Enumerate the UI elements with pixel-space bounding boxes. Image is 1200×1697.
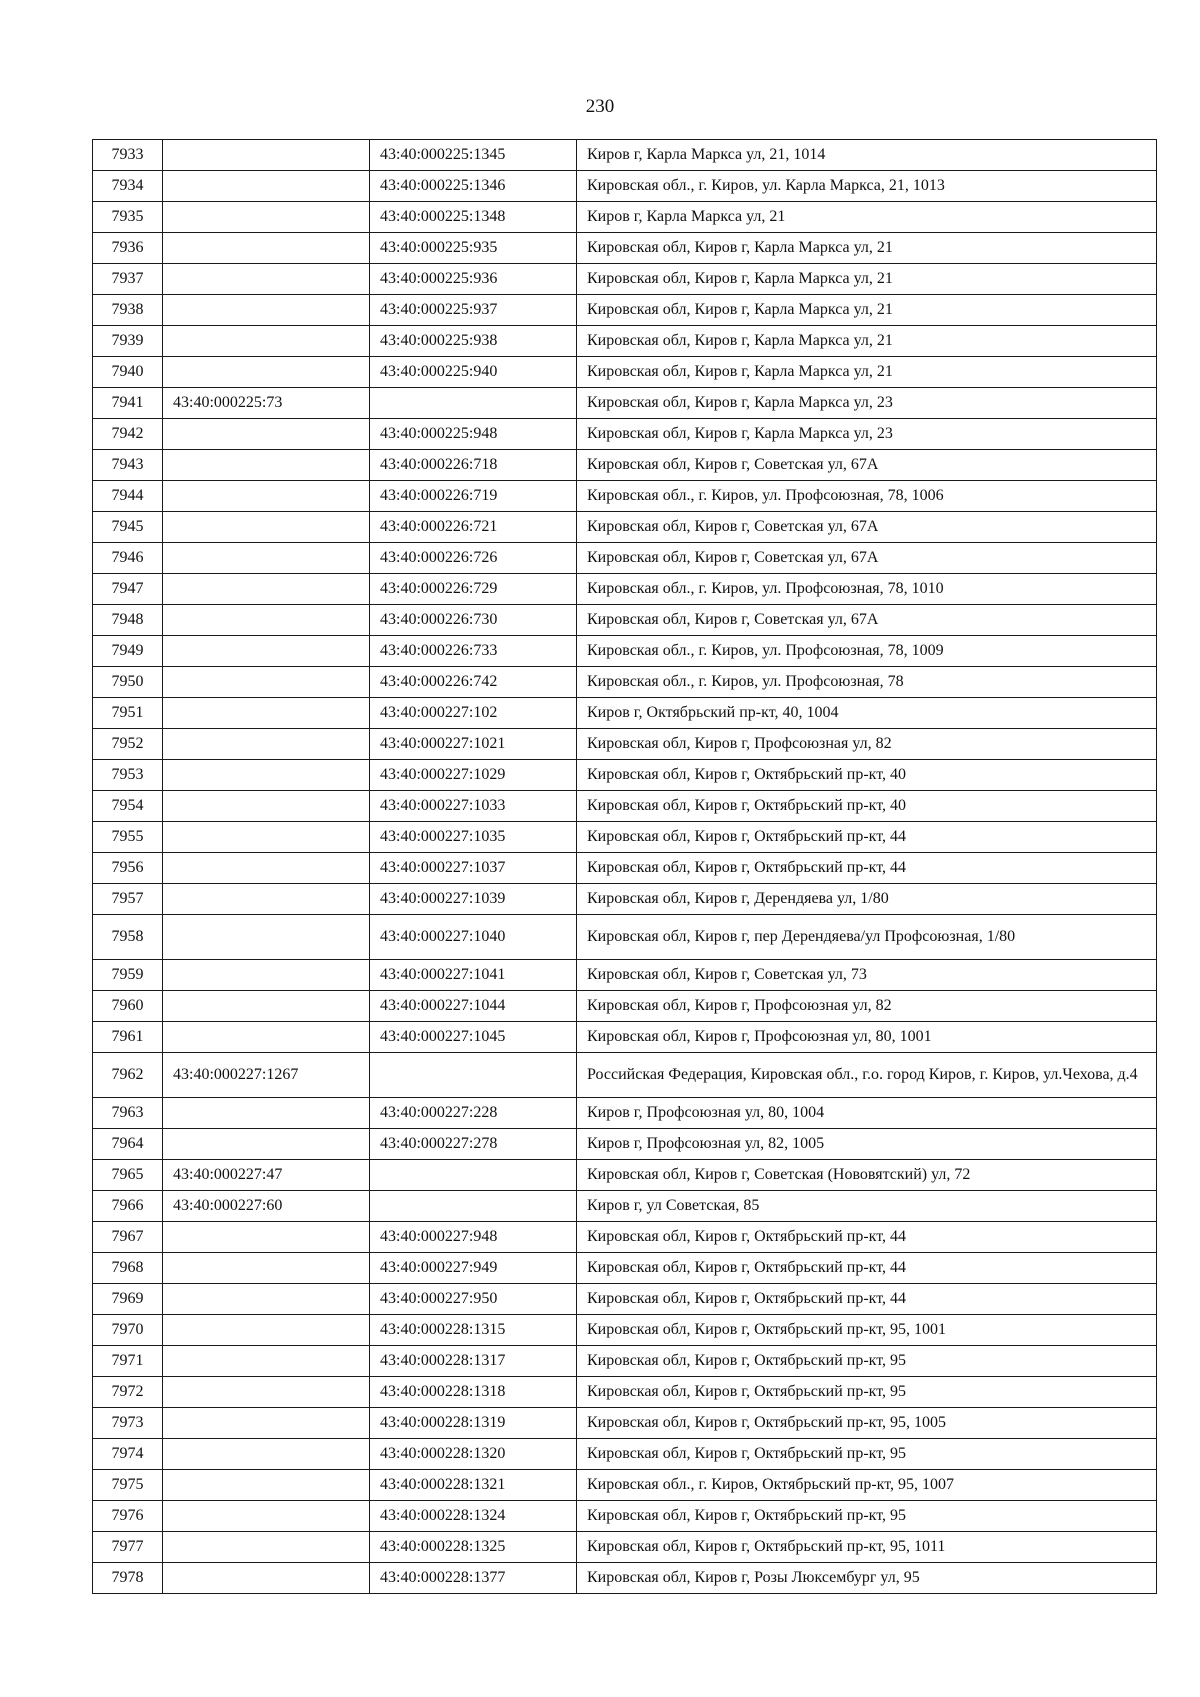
- table-row: [93, 1160, 1157, 1191]
- address-cell: Кировская обл, Киров г, Октябрьский пр-кт, 44: [577, 853, 1157, 884]
- row-number-cell: 7944: [93, 481, 163, 512]
- table-row: [93, 419, 1157, 450]
- table-row: [93, 605, 1157, 636]
- address-cell: Кировская обл, Киров г, Карла Маркса ул, 23: [577, 388, 1157, 419]
- table-row: [93, 1191, 1157, 1222]
- row-number-cell: 7939: [93, 326, 163, 357]
- cadastral-building-cell: 43:40:000228:1321: [370, 1470, 577, 1501]
- address-cell: Кировская обл, Киров г, Дерендяева ул, 1/80: [577, 884, 1157, 915]
- table-row: [93, 853, 1157, 884]
- table-row: [93, 202, 1157, 233]
- table-row: [93, 822, 1157, 853]
- cadastral-parcel-cell: [163, 1439, 370, 1470]
- row-number-cell: 7946: [93, 543, 163, 574]
- row-number-cell: 7964: [93, 1129, 163, 1160]
- cadastral-building-cell: 43:40:000228:1324: [370, 1501, 577, 1532]
- address-cell: Кировская обл, Киров г, Октябрьский пр-кт, 44: [577, 1222, 1157, 1253]
- cadastral-building-cell: 43:40:000225:938: [370, 326, 577, 357]
- cadastral-building-cell: 43:40:000225:937: [370, 295, 577, 326]
- address-cell: Кировская обл, Киров г, Профсоюзная ул, 82: [577, 991, 1157, 1022]
- table-row: [93, 1439, 1157, 1470]
- cadastral-building-cell: 43:40:000225:1345: [370, 140, 577, 171]
- address-cell: Киров г, ул Советская, 85: [577, 1191, 1157, 1222]
- address-cell: Кировская обл, Киров г, Советская ул, 67А: [577, 512, 1157, 543]
- cadastral-building-cell: [370, 388, 577, 419]
- row-number-cell: 7969: [93, 1284, 163, 1315]
- cadastral-building-cell: 43:40:000227:948: [370, 1222, 577, 1253]
- cadastral-building-cell: [370, 1053, 577, 1098]
- cadastral-parcel-cell: [163, 202, 370, 233]
- address-cell: Киров г, Карла Маркса ул, 21, 1014: [577, 140, 1157, 171]
- cadastral-building-cell: 43:40:000225:936: [370, 264, 577, 295]
- address-cell: Кировская обл, Киров г, Карла Маркса ул, 21: [577, 295, 1157, 326]
- address-cell: Кировская обл, Киров г, Советская ул, 73: [577, 960, 1157, 991]
- address-cell: Кировская обл., г. Киров, Октябрьский пр-кт, 95, 1007: [577, 1470, 1157, 1501]
- table-row: [93, 1346, 1157, 1377]
- address-cell: Киров г, Карла Маркса ул, 21: [577, 202, 1157, 233]
- cadastral-parcel-cell: [163, 574, 370, 605]
- row-number-cell: 7961: [93, 1022, 163, 1053]
- table-row: [93, 140, 1157, 171]
- row-number-cell: 7977: [93, 1532, 163, 1563]
- table-row: [93, 357, 1157, 388]
- cadastral-building-cell: 43:40:000227:1041: [370, 960, 577, 991]
- address-cell: Кировская обл, Киров г, Советская ул, 67А: [577, 605, 1157, 636]
- cadastral-building-cell: 43:40:000226:719: [370, 481, 577, 512]
- address-cell: Кировская обл., г. Киров, ул. Профсоюзная, 78, 1006: [577, 481, 1157, 512]
- address-cell: Кировская обл, Киров г, Карла Маркса ул, 21: [577, 326, 1157, 357]
- cadastral-parcel-cell: [163, 1532, 370, 1563]
- table-row: [93, 884, 1157, 915]
- row-number-cell: 7959: [93, 960, 163, 991]
- row-number-cell: 7966: [93, 1191, 163, 1222]
- address-cell: Киров г, Профсоюзная ул, 82, 1005: [577, 1129, 1157, 1160]
- row-number-cell: 7973: [93, 1408, 163, 1439]
- row-number-cell: 7957: [93, 884, 163, 915]
- row-number-cell: 7956: [93, 853, 163, 884]
- cadastral-parcel-cell: [163, 1129, 370, 1160]
- table-row: [93, 171, 1157, 202]
- registry-table-body: [93, 140, 1157, 1594]
- cadastral-parcel-cell: [163, 543, 370, 574]
- cadastral-building-cell: [370, 1160, 577, 1191]
- address-cell: Кировская обл, Киров г, Октябрьский пр-кт, 44: [577, 1284, 1157, 1315]
- cadastral-parcel-cell: [163, 1098, 370, 1129]
- address-cell: Кировская обл, Киров г, Карла Маркса ул, 21: [577, 264, 1157, 295]
- cadastral-parcel-cell: [163, 729, 370, 760]
- row-number-cell: 7948: [93, 605, 163, 636]
- cadastral-parcel-cell: 43:40:000227:1267: [163, 1053, 370, 1098]
- cadastral-building-cell: 43:40:000225:1348: [370, 202, 577, 233]
- address-cell: Кировская обл, Киров г, Карла Маркса ул, 23: [577, 419, 1157, 450]
- table-row: [93, 698, 1157, 729]
- row-number-cell: 7935: [93, 202, 163, 233]
- cadastral-parcel-cell: [163, 450, 370, 481]
- address-cell: Кировская обл, Киров г, Советская ул, 67А: [577, 450, 1157, 481]
- cadastral-building-cell: 43:40:000226:730: [370, 605, 577, 636]
- address-cell: Кировская обл., г. Киров, ул. Профсоюзная, 78, 1010: [577, 574, 1157, 605]
- cadastral-building-cell: 43:40:000226:721: [370, 512, 577, 543]
- address-cell: Кировская обл, Киров г, Октябрьский пр-кт, 95: [577, 1501, 1157, 1532]
- address-cell: Кировская обл, Киров г, Октябрьский пр-кт, 40: [577, 791, 1157, 822]
- table-row: [93, 1253, 1157, 1284]
- table-row: [93, 1501, 1157, 1532]
- row-number-cell: 7933: [93, 140, 163, 171]
- cadastral-parcel-cell: [163, 1253, 370, 1284]
- cadastral-parcel-cell: [163, 1377, 370, 1408]
- address-cell: Российская Федерация, Кировская обл., г.о. город Киров, г. Киров, ул.Чехова, д.4: [577, 1053, 1157, 1098]
- address-cell: Кировская обл, Киров г, Октябрьский пр-кт, 95: [577, 1439, 1157, 1470]
- row-number-cell: 7934: [93, 171, 163, 202]
- address-cell: Кировская обл, Киров г, Профсоюзная ул, 80, 1001: [577, 1022, 1157, 1053]
- table-row: [93, 1129, 1157, 1160]
- cadastral-parcel-cell: [163, 357, 370, 388]
- cadastral-building-cell: 43:40:000227:278: [370, 1129, 577, 1160]
- address-cell: Кировская обл, Киров г, Карла Маркса ул, 21: [577, 357, 1157, 388]
- cadastral-parcel-cell: 43:40:000227:60: [163, 1191, 370, 1222]
- address-cell: Кировская обл, Киров г, Октябрьский пр-кт, 95: [577, 1377, 1157, 1408]
- cadastral-parcel-cell: [163, 1222, 370, 1253]
- row-number-cell: 7941: [93, 388, 163, 419]
- table-row: [93, 1098, 1157, 1129]
- table-row: [93, 1053, 1157, 1098]
- row-number-cell: 7962: [93, 1053, 163, 1098]
- table-row: [93, 760, 1157, 791]
- table-row: [93, 1563, 1157, 1594]
- cadastral-parcel-cell: [163, 140, 370, 171]
- cadastral-building-cell: 43:40:000227:1037: [370, 853, 577, 884]
- row-number-cell: 7967: [93, 1222, 163, 1253]
- row-number-cell: 7968: [93, 1253, 163, 1284]
- row-number-cell: 7951: [93, 698, 163, 729]
- table-row: [93, 1408, 1157, 1439]
- address-cell: Кировская обл, Киров г, Октябрьский пр-кт, 44: [577, 822, 1157, 853]
- row-number-cell: 7974: [93, 1439, 163, 1470]
- cadastral-building-cell: 43:40:000225:940: [370, 357, 577, 388]
- cadastral-parcel-cell: [163, 481, 370, 512]
- row-number-cell: 7955: [93, 822, 163, 853]
- row-number-cell: 7953: [93, 760, 163, 791]
- row-number-cell: 7945: [93, 512, 163, 543]
- row-number-cell: 7976: [93, 1501, 163, 1532]
- address-cell: Кировская обл, Киров г, пер Дерендяева/ул Профсоюзная, 1/80: [577, 915, 1157, 960]
- cadastral-building-cell: 43:40:000226:718: [370, 450, 577, 481]
- table-row: [93, 543, 1157, 574]
- cadastral-building-cell: 43:40:000226:726: [370, 543, 577, 574]
- cadastral-building-cell: 43:40:000227:1040: [370, 915, 577, 960]
- cadastral-building-cell: 43:40:000227:102: [370, 698, 577, 729]
- cadastral-building-cell: 43:40:000228:1317: [370, 1346, 577, 1377]
- address-cell: Киров г, Октябрьский пр-кт, 40, 1004: [577, 698, 1157, 729]
- cadastral-building-cell: 43:40:000228:1315: [370, 1315, 577, 1346]
- row-number-cell: 7958: [93, 915, 163, 960]
- cadastral-building-cell: 43:40:000228:1318: [370, 1377, 577, 1408]
- row-number-cell: 7960: [93, 991, 163, 1022]
- address-cell: Киров г, Профсоюзная ул, 80, 1004: [577, 1098, 1157, 1129]
- table-row: [93, 1315, 1157, 1346]
- cadastral-parcel-cell: [163, 1315, 370, 1346]
- table-row: [93, 326, 1157, 357]
- address-cell: Кировская обл, Киров г, Октябрьский пр-кт, 95: [577, 1346, 1157, 1377]
- row-number-cell: 7972: [93, 1377, 163, 1408]
- cadastral-building-cell: 43:40:000227:1044: [370, 991, 577, 1022]
- address-cell: Кировская обл, Киров г, Октябрьский пр-кт, 95, 1005: [577, 1408, 1157, 1439]
- row-number-cell: 7952: [93, 729, 163, 760]
- cadastral-building-cell: 43:40:000226:729: [370, 574, 577, 605]
- cadastral-building-cell: 43:40:000228:1320: [370, 1439, 577, 1470]
- cadastral-parcel-cell: [163, 512, 370, 543]
- table-row: [93, 667, 1157, 698]
- cadastral-parcel-cell: [163, 1022, 370, 1053]
- cadastral-building-cell: 43:40:000227:228: [370, 1098, 577, 1129]
- address-cell: Кировская обл, Киров г, Октябрьский пр-кт, 44: [577, 1253, 1157, 1284]
- cadastral-building-cell: [370, 1191, 577, 1222]
- cadastral-parcel-cell: [163, 1470, 370, 1501]
- cadastral-parcel-cell: 43:40:000227:47: [163, 1160, 370, 1191]
- row-number-cell: 7943: [93, 450, 163, 481]
- table-row: [93, 295, 1157, 326]
- row-number-cell: 7950: [93, 667, 163, 698]
- cadastral-building-cell: 43:40:000225:1346: [370, 171, 577, 202]
- cadastral-parcel-cell: [163, 791, 370, 822]
- table-row: [93, 1470, 1157, 1501]
- table-row: [93, 991, 1157, 1022]
- address-cell: Кировская обл, Киров г, Розы Люксембург ул, 95: [577, 1563, 1157, 1594]
- cadastral-parcel-cell: [163, 822, 370, 853]
- cadastral-building-cell: 43:40:000228:1325: [370, 1532, 577, 1563]
- cadastral-parcel-cell: [163, 760, 370, 791]
- cadastral-parcel-cell: [163, 884, 370, 915]
- cadastral-parcel-cell: [163, 1346, 370, 1377]
- cadastral-parcel-cell: [163, 991, 370, 1022]
- page-number: 230: [585, 96, 615, 117]
- table-row: [93, 481, 1157, 512]
- cadastral-parcel-cell: [163, 295, 370, 326]
- address-cell: Кировская обл., г. Киров, ул. Профсоюзная, 78, 1009: [577, 636, 1157, 667]
- row-number-cell: 7963: [93, 1098, 163, 1129]
- cadastral-building-cell: 43:40:000226:742: [370, 667, 577, 698]
- row-number-cell: 7947: [93, 574, 163, 605]
- row-number-cell: 7937: [93, 264, 163, 295]
- table-row: [93, 1222, 1157, 1253]
- cadastral-building-cell: 43:40:000227:950: [370, 1284, 577, 1315]
- row-number-cell: 7965: [93, 1160, 163, 1191]
- cadastral-parcel-cell: [163, 419, 370, 450]
- row-number-cell: 7949: [93, 636, 163, 667]
- address-cell: Кировская обл, Киров г, Карла Маркса ул, 21: [577, 233, 1157, 264]
- cadastral-parcel-cell: [163, 605, 370, 636]
- cadastral-building-cell: 43:40:000225:948: [370, 419, 577, 450]
- table-row: [93, 960, 1157, 991]
- table-row: [93, 791, 1157, 822]
- table-row: [93, 1377, 1157, 1408]
- row-number-cell: 7971: [93, 1346, 163, 1377]
- row-number-cell: 7942: [93, 419, 163, 450]
- table-row: [93, 1284, 1157, 1315]
- row-number-cell: 7978: [93, 1563, 163, 1594]
- table-row: [93, 915, 1157, 960]
- cadastral-parcel-cell: [163, 1563, 370, 1594]
- table-row: [93, 574, 1157, 605]
- cadastral-parcel-cell: [163, 1501, 370, 1532]
- table-row: [93, 388, 1157, 419]
- cadastral-building-cell: 43:40:000227:1035: [370, 822, 577, 853]
- cadastral-building-cell: 43:40:000227:1045: [370, 1022, 577, 1053]
- row-number-cell: 7940: [93, 357, 163, 388]
- table-row: [93, 233, 1157, 264]
- cadastral-building-cell: 43:40:000227:1029: [370, 760, 577, 791]
- cadastral-building-cell: 43:40:000226:733: [370, 636, 577, 667]
- cadastral-parcel-cell: [163, 667, 370, 698]
- table-row: [93, 450, 1157, 481]
- row-number-cell: 7970: [93, 1315, 163, 1346]
- cadastral-parcel-cell: 43:40:000225:73: [163, 388, 370, 419]
- row-number-cell: 7938: [93, 295, 163, 326]
- cadastral-parcel-cell: [163, 1284, 370, 1315]
- address-cell: Кировская обл., г. Киров, ул. Профсоюзная, 78: [577, 667, 1157, 698]
- cadastral-building-cell: 43:40:000228:1319: [370, 1408, 577, 1439]
- row-number-cell: 7936: [93, 233, 163, 264]
- registry-table: [92, 139, 1157, 1594]
- cadastral-parcel-cell: [163, 1408, 370, 1439]
- address-cell: Кировская обл., г. Киров, ул. Карла Маркса, 21, 1013: [577, 171, 1157, 202]
- cadastral-building-cell: 43:40:000227:1021: [370, 729, 577, 760]
- address-cell: Кировская обл, Киров г, Октябрьский пр-кт, 95, 1001: [577, 1315, 1157, 1346]
- cadastral-parcel-cell: [163, 698, 370, 729]
- row-number-cell: 7954: [93, 791, 163, 822]
- address-cell: Кировская обл, Киров г, Октябрьский пр-кт, 95, 1011: [577, 1532, 1157, 1563]
- address-cell: Кировская обл, Киров г, Советская (Нововятский) ул, 72: [577, 1160, 1157, 1191]
- address-cell: Кировская обл, Киров г, Советская ул, 67А: [577, 543, 1157, 574]
- table-row: [93, 512, 1157, 543]
- cadastral-building-cell: 43:40:000227:949: [370, 1253, 577, 1284]
- cadastral-building-cell: 43:40:000227:1039: [370, 884, 577, 915]
- cadastral-parcel-cell: [163, 636, 370, 667]
- cadastral-building-cell: 43:40:000228:1377: [370, 1563, 577, 1594]
- address-cell: Кировская обл, Киров г, Октябрьский пр-кт, 40: [577, 760, 1157, 791]
- cadastral-parcel-cell: [163, 264, 370, 295]
- table-row: [93, 264, 1157, 295]
- cadastral-parcel-cell: [163, 171, 370, 202]
- cadastral-parcel-cell: [163, 960, 370, 991]
- table-row: [93, 1532, 1157, 1563]
- cadastral-parcel-cell: [163, 915, 370, 960]
- address-cell: Кировская обл, Киров г, Профсоюзная ул, 82: [577, 729, 1157, 760]
- cadastral-building-cell: 43:40:000227:1033: [370, 791, 577, 822]
- cadastral-parcel-cell: [163, 326, 370, 357]
- cadastral-parcel-cell: [163, 233, 370, 264]
- row-number-cell: 7975: [93, 1470, 163, 1501]
- cadastral-parcel-cell: [163, 853, 370, 884]
- cadastral-building-cell: 43:40:000225:935: [370, 233, 577, 264]
- table-row: [93, 636, 1157, 667]
- table-row: [93, 729, 1157, 760]
- table-row: [93, 1022, 1157, 1053]
